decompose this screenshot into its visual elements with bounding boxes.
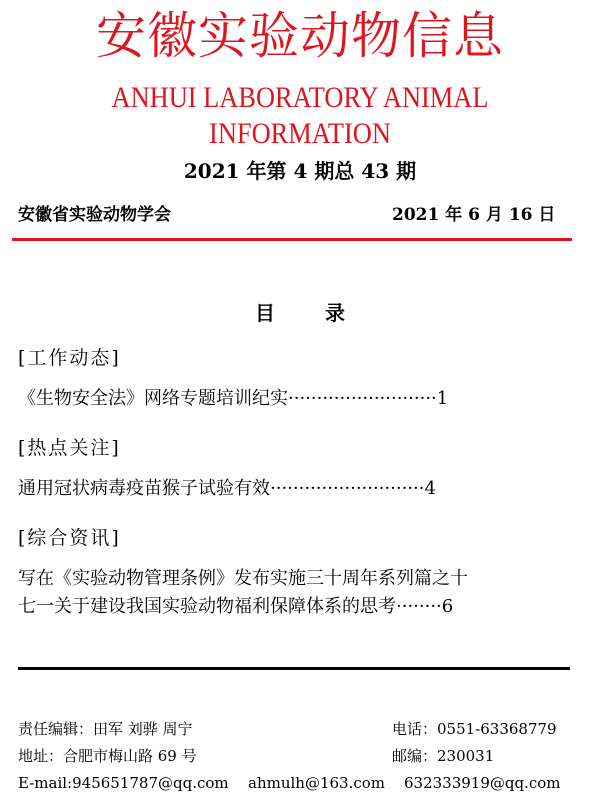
footer-postcode: 邮编：230031 [392,747,495,765]
toc-entry-line-2[interactable] [18,594,558,620]
footer-email-2[interactable]: ahmulh@163.com [248,774,385,792]
publisher-society: 安徽省实验动物学会 [18,205,171,225]
footer-address: 地址：合肥市梅山路 69 号 [18,747,197,765]
toc-entry-page: 4 [424,478,436,499]
toc-entry-leader: ·························· [288,388,437,409]
footer-email-3[interactable]: 632333919@qq.com [404,774,561,792]
toc-entry-title: 通用冠状病毒疫苗猴子试验有效 [18,478,270,499]
toc-section-hot-topics: [热点关注] [18,437,121,459]
toc-entry-leader: ········ [396,596,442,617]
toc-title [0,300,600,326]
toc-entry[interactable] [18,386,558,412]
footer-email-1[interactable]: E-mail:945651787@qq.com [18,774,229,792]
toc-entry-leader: ··························· [270,478,425,499]
footer-divider [18,667,570,670]
footer-phone: 电话：0551-63368779 [392,720,557,738]
toc-entry[interactable] [18,476,558,502]
toc-section-work-news: [工作动态] [18,347,121,369]
journal-title-en: ANHUI LABORATORY ANIMAL INFORMATION [111,81,489,150]
toc-title-char-1: 目 [255,301,275,325]
issue-number: 2021 年第 4 期总 43 期 [183,159,417,183]
toc-entry-line-1[interactable]: 写在《实验动物管理条例》发布实施三十周年系列篇之十 [18,568,468,589]
header-divider [12,238,572,241]
toc-section-general-news: [综合资讯] [18,527,121,549]
journal-title-cn: 安徽实验动物信息 [96,7,504,65]
toc-entry-page: 6 [441,596,454,617]
toc-entry-title: 《生物安全法》网络专题培训纪实 [18,388,288,409]
publish-date: 2021 年 6 月 16 日 [392,205,556,225]
toc-title-char-2: 录 [325,301,345,325]
toc-entry-title: 七一关于建设我国实验动物福利保障体系的思考 [18,596,396,617]
toc-entry-page: 1 [436,388,449,409]
footer-editors: 责任编辑：田军 刘骅 周宁 [18,720,193,738]
